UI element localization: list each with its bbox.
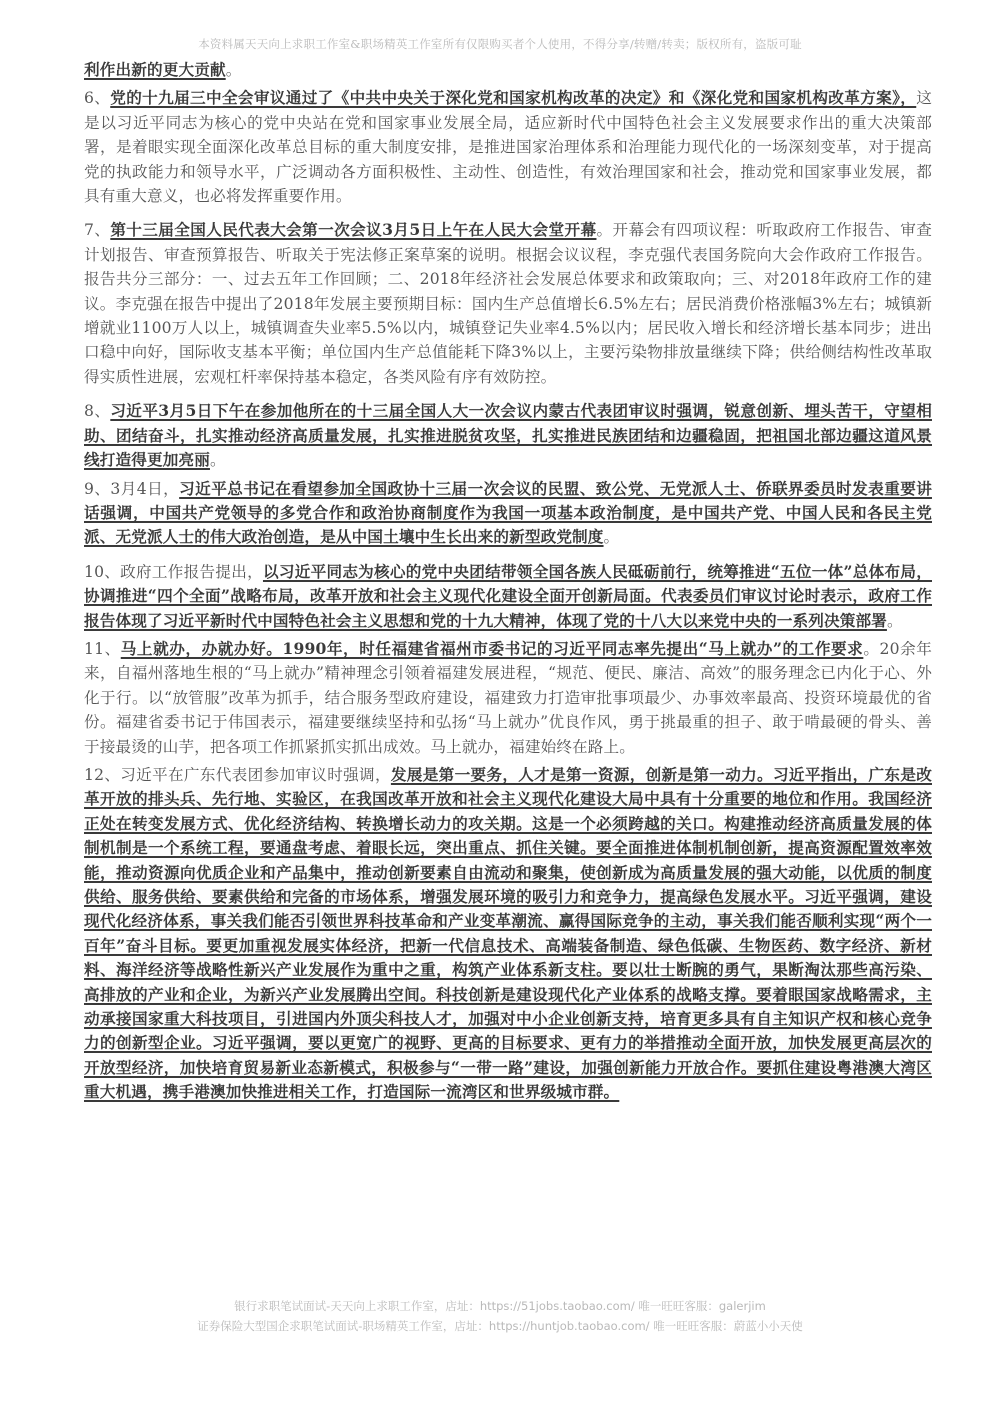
news-paragraph [84,86,932,208]
footer-shop-line-2: 证券保险大型国企求职笔试面试-职场精英工作室，店址：https://huntjob.taobao.com/ 唯一旺旺客服：蔚蓝小小天使 [197,1319,803,1333]
news-paragraph [84,58,932,82]
paragraph-text: 12、习近平在广东代表团参加审议时强调， [84,765,391,784]
paragraph-text: 。 [886,611,903,630]
emphasized-text: 习近平3月5日下午在参加他所在的十三届全国人大一次会议内蒙古代表团审议时强调，锐意创新、埋头苦干，守望相助、团结奋斗，扎实推动经济高质量发展，扎实推进脱贫攻坚，扎实推进民族团结和边疆稳固，把祖国北部边疆这道风景线打造得更加亮丽 [84,401,932,470]
paragraph-text: 这是以习近平同志为核心的党中央站在党和国家事业发展全局，适应新时代中国特色社会主义发展要求作出的重大决策部署，是着眼实现全面深化改革总目标的重大制度安排，是推进国家治理体系和治理能力现代化的一场深刻变革，对于提高党的执政能力和领导水平，广泛调动各方面积极性、主动性、创造性，有效治理国家和社会，推动党和国家事业发展，都具有重大意义，也必将发挥重要作用。 [84,89,932,206]
paragraph-text: 6、 [84,89,111,108]
news-paragraph [84,218,932,389]
header-watermark: 本资料属天天向上求职工作室&职场精英工作室所有仅限购买者个人使用，不得分享/转赠/转卖；版权所有，盗版可耻 [198,37,802,51]
emphasized-text: 发展是第一要务，人才是第一资源，创新是第一动力。习近平指出，广东是改革开放的排头兵、先行地、实验区，在我国改革开放和社会主义现代化建设大局中具有十分重要的地位和作用。我国经济正处在转变发展方式、优化经济结构、转换增长动力的攻关期。这是一个必须跨越的关口。构建推动经济高质量发展的体制机制是一个系统工程，要通盘考虑、着眼长远，突出重点、抓住关键。要全面推进体制机制创新，提高资源配置效率效能，推动资源向优质企业和产品集中，推动创新要素自由流动和聚集，使创新成为高质量发展的强大动能，以优质的制度供给、服务供给、要素供给和完备的市场体系，增强发展环境的吸引力和竞争力，提高绿色发展水平。习近平强调，建设现代化经济体系，事关我们能否引领世界科技革命和产业变革潮流、赢得国际竞争的主动，事关我们能否顺利实现“两个一百年”奋斗目标。要更加重视发展实体经济，把新一代信息技术、高端装备制造、绿色低碳、生物医药、数字经济、新材料、海洋经济等战略性新兴产业发展作为重中之重，构筑产业体系新支柱。要以壮士断腕的勇气，果断淘汰那些高污染、高排放的产业和企业，为新兴产业发展腾出空间。科技创新是建设现代化产业体系的战略支撑。要着眼国家战略需求，主动承接国家重大科技项目，引进国内外顶尖科技人才，加强对中小企业创新支持，培育更多具有自主知识产权和核心竞争力的创新型企业。习近平强调，要以更宽广的视野、更高的目标要求、更有力的举措推动全面开放，加快发展更高层次的开放型经济，加快培育贸易新业态新模式，积极参与“一带一路”建设，加强创新能力开放合作。要抓住建设粤港澳大湾区重大机遇，携手港澳加快推进相关工作，打造国际一流湾区和世界级城市群。 [84,764,932,1102]
emphasized-text: 利作出新的更大贡献 [84,60,226,79]
paragraph-text: 。 [603,528,620,547]
paragraph-text: 10、政府工作报告提出， [84,562,263,581]
paragraph-text: 7、 [84,221,111,240]
news-paragraph [84,399,932,472]
news-paragraph [84,763,932,1105]
paragraph-text: 9、3月4日， [84,479,180,498]
paragraph-text: 。 [225,61,242,79]
footer-shop-line-1: 银行求职笔试面试-天天向上求职工作室，店址：https://51jobs.taobao.com/ 唯一旺旺客服：galerjim [234,1299,766,1313]
document-body [84,58,932,1109]
news-paragraph [84,477,932,550]
paragraph-text: 11、 [84,639,121,658]
emphasized-text: 第十三届全国人民代表大会第一次会议3月5日上午在人民大会堂开幕 [110,220,597,240]
paragraph-text: 。20余年来，自福州落地生根的“马上就办”精神理念引领着福建发展进程，“规范、便民、廉洁、高效”的服务理念已内化于心、外化于行。以“放管服”改革为抓手，结合服务型政府建设，福建致力打造审批事项最少、办事效率最高、投资环境最优的省份。福建省委书记于伟国表示，福建要继续坚持和弘扬“马上就办”优良作风，勇于挑最重的担子、敢于啃最硬的骨头、善于接最烫的山芋，把各项工作抓紧抓实抓出成效。马上就办，福建始终在路上。 [84,639,933,756]
emphasized-text: 习近平总书记在看望参加全国政协十三届一次会议的民盟、致公党、无党派人士、侨联界委员时发表重要讲话强调，中国共产党领导的多党合作和政治协商制度作为我国一项基本政治制度，是中国共产党、中国人民和各民主党派、无党派人士的伟大政治创造，是从中国土壤中生长出来的新型政党制度 [84,478,932,547]
emphasized-text: 党的十九届三中全会审议通过了《中共中央关于深化党和国家机构改革的决定》和《深化党和国家机构改革方案》， [110,88,917,108]
paragraph-text: 8、 [84,402,111,421]
news-paragraph [84,560,932,633]
news-paragraph [84,637,932,759]
emphasized-text: 马上就办，办就办好。1990年，时任福建省福州市委书记的习近平同志率先提出“马上就办”的工作要求 [120,638,864,658]
paragraph-text: 。 [209,451,226,470]
paragraph-text: 。开幕会有四项议程：听取政府工作报告、审查计划报告、审查预算报告、听取关于宪法修正案草案的说明。根据会议议程，李克强代表国务院向大会作政府工作报告。报告共分三部分：一、过去五年工作回顾；二、2018年经济社会发展总体要求和政策取向；三、对2018年政府工作的建议。李克强在报告中提出了2018年发展主要预期目标：国内生产总值增长6.5%左右；居民消费价格涨幅3%左右；城镇新增就业1100万人以上，城镇调查失业率5.5%以内，城镇登记失业率4.5%以内；居民收入增长和经济增长基本同步；进出口稳中向好，国际收支基本平衡；单位国内生产总值能耗下降3%以上，主要污染物排放量继续下降；供给侧结构性改革取得实质性进展，宏观杠杆率保持基本稳定，各类风险有序有效防控。 [84,221,932,386]
emphasized-text: 以习近平同志为核心的党中央团结带领全国各族人民砥砺前行，统筹推进“五位一体”总体布局，协调推进“四个全面”战略布局，改革开放和社会主义现代化建设全面开创新局面。代表委员们审议讨论时表示，政府工作报告体现了习近平新时代中国特色社会主义思想和党的十九大精神，体现了党的十八大以来党中央的一系列决策部署 [84,561,932,630]
